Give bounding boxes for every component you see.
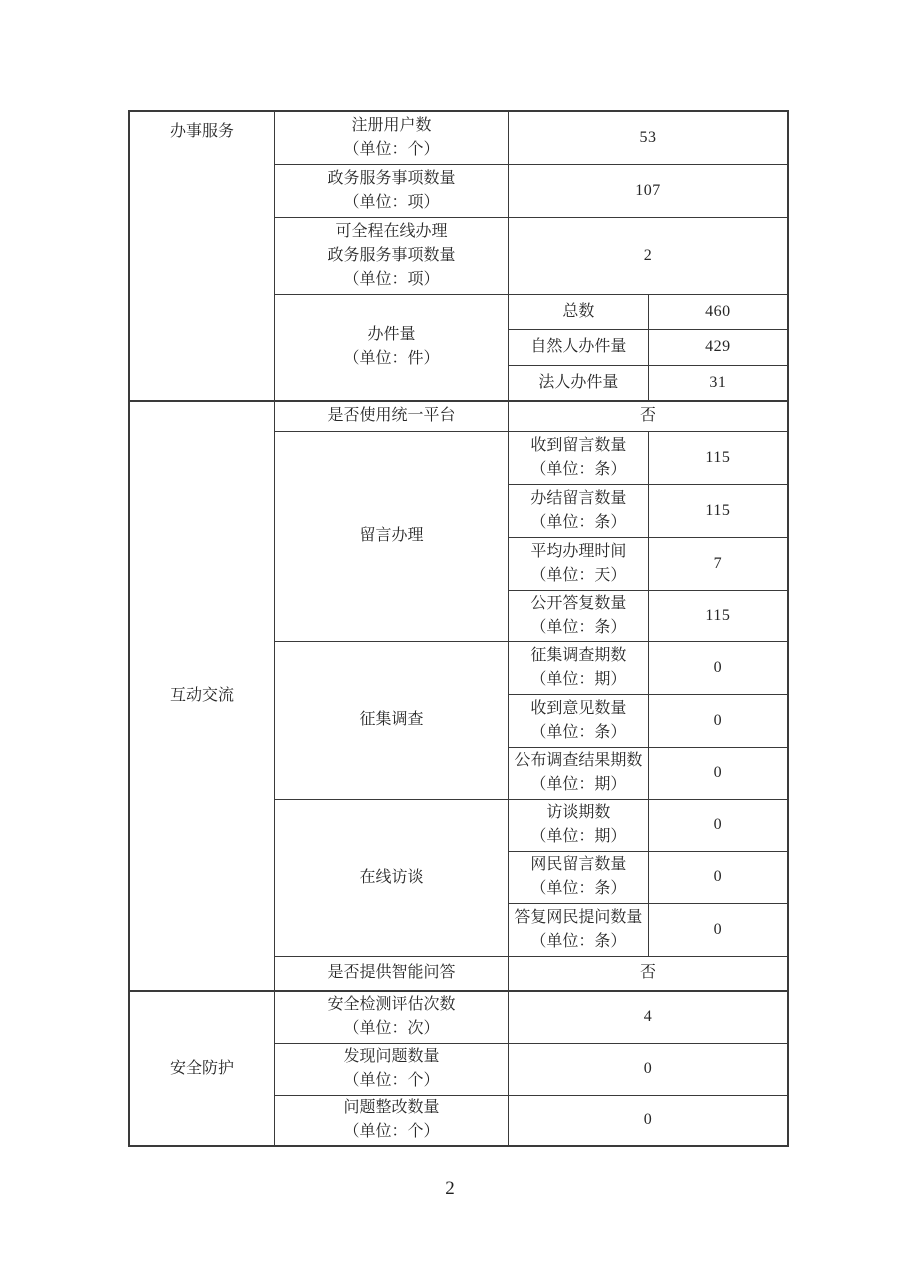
submetric-value: 115 (648, 590, 788, 641)
submetric-unit: （单位：条） (530, 618, 627, 636)
metric-group-label: 征集调查 (275, 641, 509, 799)
submetric-label: 征集调查期数 (530, 646, 627, 664)
metric-label: 是否提供智能问答 (275, 956, 509, 991)
submetric-value: 429 (648, 329, 788, 365)
submetric-value: 0 (648, 903, 788, 956)
metric-label: 政务服务事项数量 (327, 246, 456, 264)
metric-unit: （单位：项） (343, 270, 440, 288)
submetric-label-cell (509, 799, 649, 851)
submetric-label: 公布调查结果期数 (514, 752, 643, 769)
submetric-unit: （单位：条） (530, 513, 627, 531)
metric-value: 4 (509, 991, 789, 1043)
metric-group-label-cell (275, 294, 509, 401)
metric-label-cell (275, 111, 509, 164)
submetric-unit: （单位：期） (530, 776, 627, 793)
submetric-unit: （单位：条） (530, 932, 627, 950)
section-label-service (129, 111, 275, 401)
metric-unit: （单位：个） (343, 140, 440, 158)
metric-group-unit: （单位：件） (343, 350, 440, 368)
metric-unit: （单位：个） (343, 1123, 440, 1141)
submetric-label-cell (509, 537, 649, 590)
metric-value: 0 (509, 1043, 789, 1095)
submetric-label: 公开答复数量 (530, 594, 627, 612)
submetric-label-cell (509, 484, 649, 537)
submetric-label-cell (509, 747, 649, 799)
metric-label: 发现问题数量 (343, 1048, 440, 1065)
submetric-label-cell (509, 851, 649, 903)
metric-value: 否 (509, 956, 789, 991)
metric-value: 否 (509, 401, 789, 431)
metric-label-cell (275, 217, 509, 294)
submetric-unit: （单位：条） (530, 880, 627, 897)
metric-label: 安全检测评估次数 (327, 996, 456, 1014)
submetric-value: 0 (648, 851, 788, 903)
metric-value: 2 (509, 217, 789, 294)
metric-unit: （单位：项） (343, 193, 440, 211)
section-title: 安全防护 (169, 1059, 234, 1077)
section-label-interaction (129, 401, 275, 991)
submetric-value: 115 (648, 431, 788, 484)
metric-label: 可全程在线办理 (335, 222, 448, 240)
submetric-label: 网民留言数量 (530, 856, 627, 873)
submetric-value: 0 (648, 641, 788, 694)
metric-label: 是否使用统一平台 (275, 401, 509, 431)
submetric-label: 收到意见数量 (530, 699, 627, 717)
metric-label: 注册用户数 (351, 116, 432, 134)
metric-group-label: 办件量 (367, 326, 416, 344)
metric-group-label: 留言办理 (275, 431, 509, 641)
submetric-value: 0 (648, 799, 788, 851)
submetric-label: 答复网民提问数量 (514, 908, 643, 926)
submetric-label: 收到留言数量 (530, 436, 627, 454)
submetric-unit: （单位：期） (530, 670, 627, 688)
section-title: 办事服务 (169, 123, 234, 140)
metric-label-cell (275, 164, 509, 217)
metric-label-cell (275, 991, 509, 1043)
metric-label: 政务服务事项数量 (327, 169, 456, 187)
metric-group-label: 在线访谈 (275, 799, 509, 956)
table-row (129, 401, 788, 431)
table-row (129, 111, 788, 164)
submetric-unit: （单位：条） (530, 723, 627, 741)
submetric-value: 0 (648, 694, 788, 747)
metric-value: 107 (509, 164, 789, 217)
submetric-label: 自然人办件量 (509, 329, 649, 365)
submetric-unit: （单位：条） (530, 460, 627, 478)
statistics-table (128, 110, 789, 1147)
metric-label-cell (275, 1043, 509, 1095)
section-label-security (129, 991, 275, 1146)
submetric-value: 0 (648, 747, 788, 799)
submetric-value: 115 (648, 484, 788, 537)
submetric-label: 访谈期数 (546, 804, 611, 821)
submetric-unit: （单位：期） (530, 828, 627, 845)
table-row (129, 991, 788, 1043)
submetric-label: 办结留言数量 (530, 489, 627, 507)
metric-unit: （单位：次） (343, 1020, 440, 1038)
submetric-label-cell (509, 903, 649, 956)
metric-label-cell (275, 1095, 509, 1146)
page-number: 2 (445, 1178, 455, 1199)
submetric-label-cell (509, 431, 649, 484)
metric-unit: （单位：个） (343, 1072, 440, 1089)
submetric-value: 460 (648, 294, 788, 329)
submetric-unit: （单位：天） (530, 566, 627, 584)
metric-value: 0 (509, 1095, 789, 1146)
submetric-label-cell (509, 641, 649, 694)
section-title: 互动交流 (169, 687, 234, 704)
submetric-label: 平均办理时间 (530, 542, 627, 560)
submetric-label-cell (509, 694, 649, 747)
metric-value: 53 (509, 111, 789, 164)
submetric-value: 31 (648, 365, 788, 401)
submetric-label: 总数 (509, 294, 649, 329)
submetric-value: 7 (648, 537, 788, 590)
metric-label: 问题整改数量 (343, 1099, 440, 1117)
submetric-label-cell (509, 590, 649, 641)
submetric-label: 法人办件量 (509, 365, 649, 401)
